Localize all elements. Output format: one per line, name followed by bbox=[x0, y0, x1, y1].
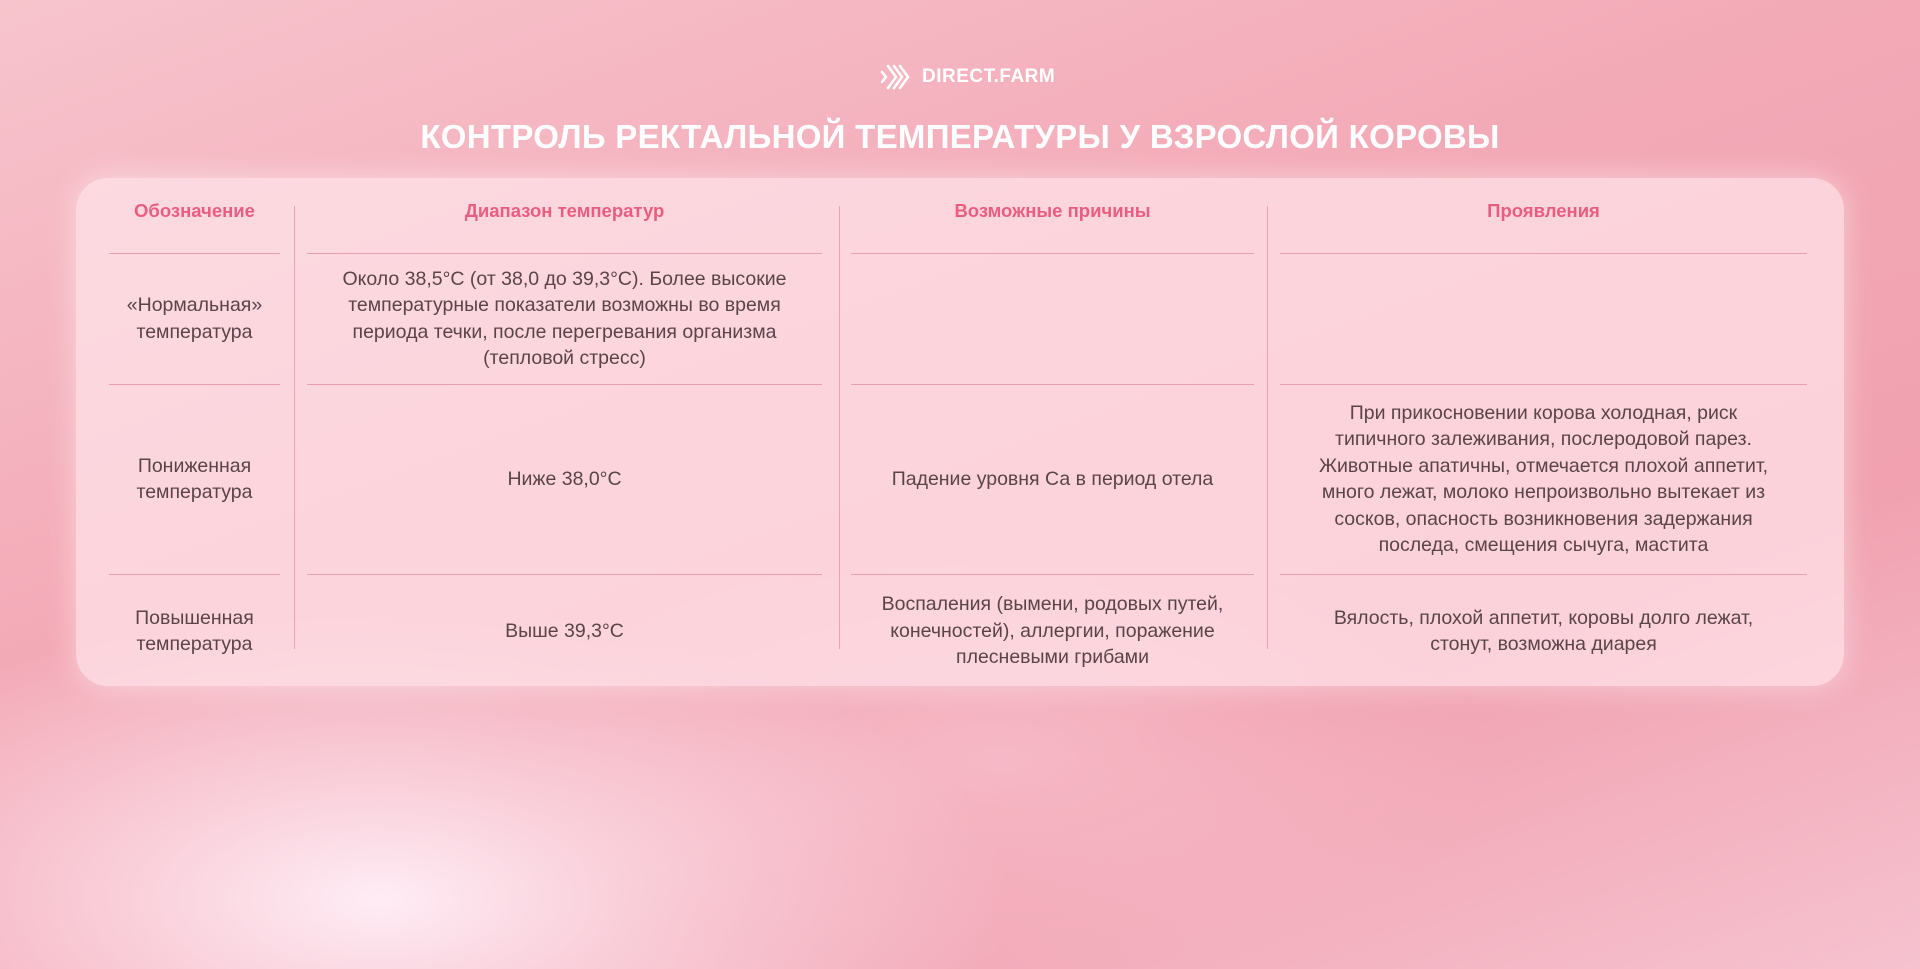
cell-line: температура bbox=[136, 320, 253, 343]
cell-line: Повышенная bbox=[135, 606, 254, 629]
table-cell-range bbox=[307, 574, 822, 688]
page-title: КОНТРОЛЬ РЕКТАЛЬНОЙ ТЕМПЕРАТУРЫ У ВЗРОСЛОЙ КОРОВЫ bbox=[420, 118, 1500, 155]
cell-line: периода течки, после перегревания организма bbox=[352, 320, 777, 343]
cell-line: Ниже 38,0°C bbox=[507, 467, 622, 490]
cell-line: температура bbox=[136, 481, 253, 503]
cell-line: (тепловой стресс) bbox=[483, 347, 646, 369]
cell-line: Около 38,5°C (от 38,0 до 39,3°C). Более высокие bbox=[342, 267, 787, 290]
column-divider bbox=[839, 206, 840, 649]
cell-line: Пониженная bbox=[137, 454, 252, 477]
logo-text: DIRECT.FARM bbox=[922, 66, 1056, 87]
cell-line: температурные показатели возможны во время bbox=[348, 294, 781, 316]
cell-line: Падение уровня Са в период отела bbox=[891, 467, 1214, 490]
cell-line: Вялость, плохой аппетит, коровы долго лежат, bbox=[1333, 606, 1754, 629]
cell-line: стонут, возможна диарея bbox=[1430, 633, 1657, 655]
table-cell-designation bbox=[109, 384, 280, 574]
cell-line: типичного залеживания, послеродовой парез. bbox=[1335, 428, 1752, 450]
cell-line: Воспаления (вымени, родовых путей, bbox=[881, 593, 1224, 616]
cell-line: плесневыми грибами bbox=[956, 646, 1149, 669]
table-cell-designation bbox=[109, 574, 280, 688]
cell-line: сосков, опасность возникновения задержания bbox=[1334, 507, 1753, 530]
cell-line: температура bbox=[136, 633, 253, 655]
cell-line: Выше 39,3°C bbox=[505, 619, 624, 642]
table-cell-designation bbox=[109, 253, 280, 384]
table-cell-causes bbox=[851, 253, 1254, 384]
header-causes: Возможные причины bbox=[954, 200, 1151, 221]
column-divider bbox=[294, 206, 295, 649]
cell-line: Животные апатичны, отмечается плохой аппетит, bbox=[1318, 454, 1769, 477]
header-range: Диапазон температур bbox=[464, 200, 665, 221]
chevrons-icon bbox=[880, 62, 914, 92]
logo bbox=[880, 62, 1055, 92]
cell-line: «Нормальная» bbox=[126, 294, 263, 316]
column-divider bbox=[1267, 206, 1268, 649]
table-cell-range bbox=[307, 384, 822, 574]
cell-line: конечностей), аллергии, поражение bbox=[890, 619, 1215, 642]
cell-line: последа, смещения сычуга, мастита bbox=[1378, 534, 1709, 556]
header-designation: Обозначение bbox=[134, 200, 255, 221]
table-cell-symptoms bbox=[1280, 384, 1807, 574]
cell-line: При прикосновении корова холодная, риск bbox=[1349, 401, 1738, 424]
table-cell-causes bbox=[851, 574, 1254, 688]
header-symptoms: Проявления bbox=[1487, 200, 1600, 221]
table-cell-range bbox=[307, 253, 822, 384]
table-cell-causes bbox=[851, 384, 1254, 574]
table-cell-symptoms bbox=[1280, 574, 1807, 688]
table-cell-symptoms bbox=[1280, 253, 1807, 384]
cell-line: много лежат, молоко непроизвольно вытекает из bbox=[1321, 481, 1766, 503]
